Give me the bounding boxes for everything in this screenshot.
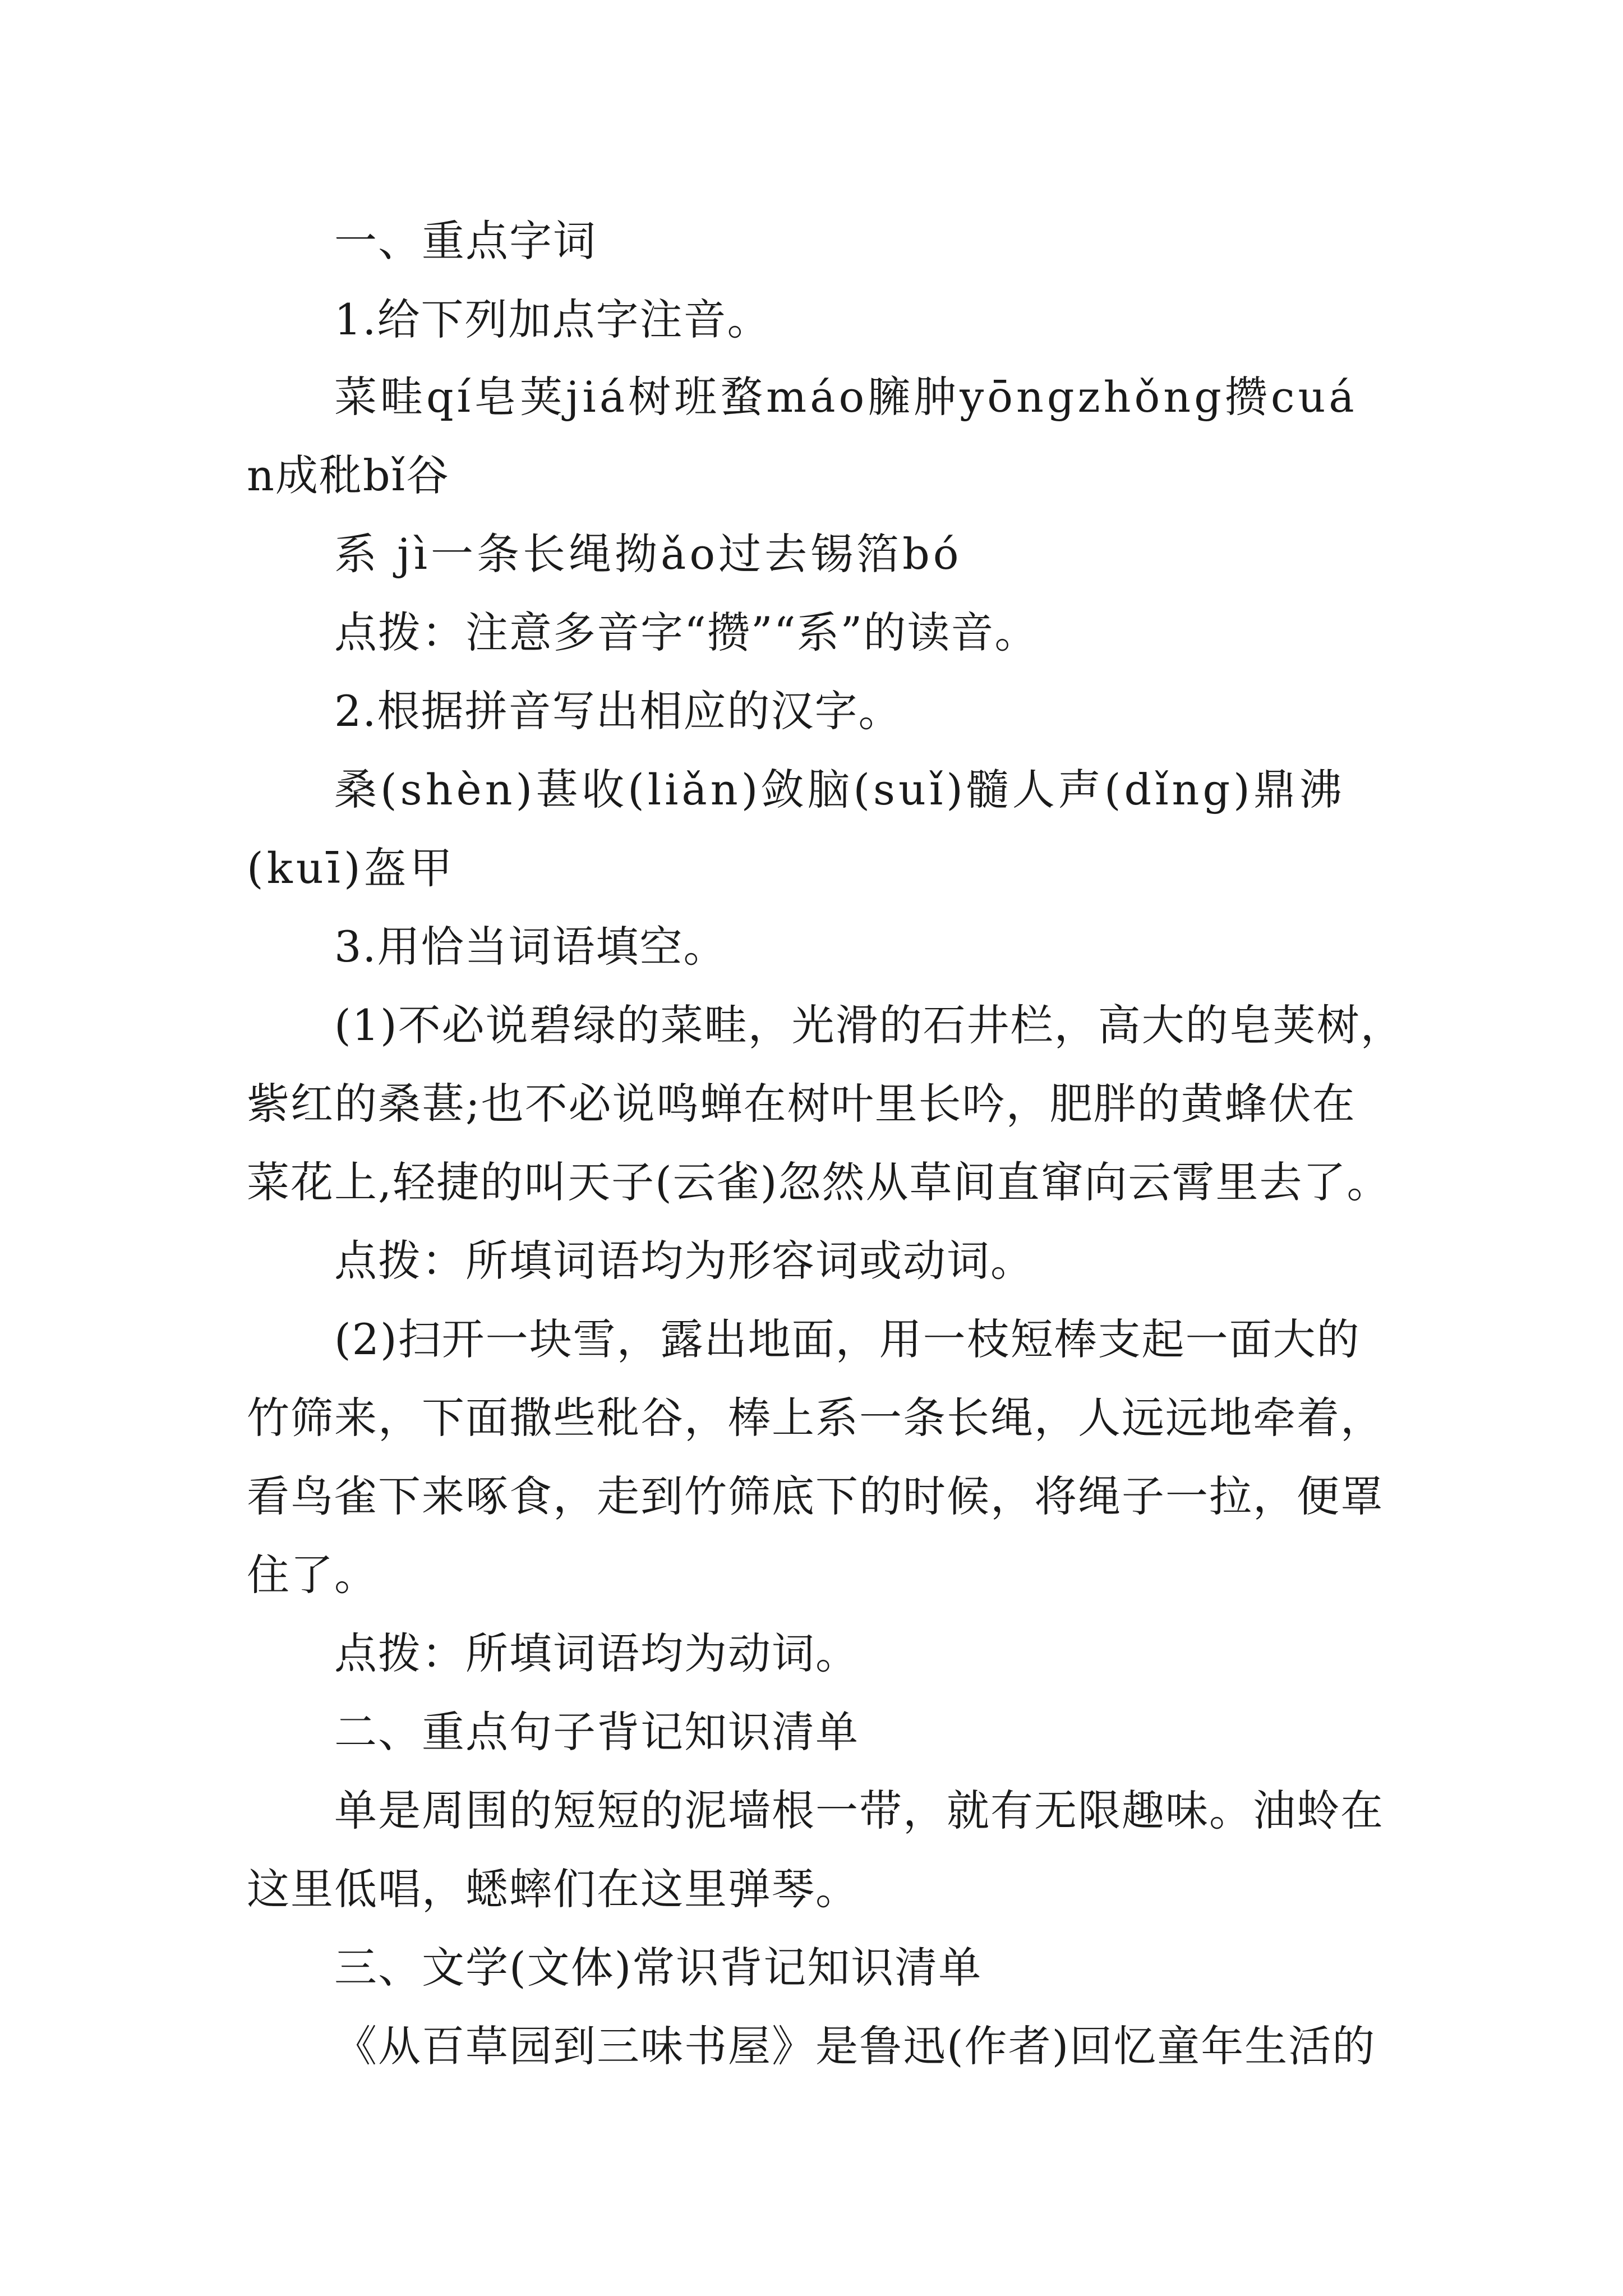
section-heading: 三、文学(文体)常识背记知识清单 (334, 1943, 983, 1993)
paragraph-line: n成秕bǐ谷 (247, 450, 450, 500)
paragraph-line: 《从百草园到三味书屋》是鲁迅(作者)回忆童年生活的 (334, 2021, 1376, 2071)
question-heading: 2.根据拼音写出相应的汉字。 (334, 686, 902, 736)
paragraph-line: 看鸟雀下来啄食，走到竹筛底下的时候，将绳子一拉，便罩 (247, 1471, 1384, 1521)
paragraph-line: 单是周围的短短的泥墙根一带，就有无限趣味。油蛉在 (334, 1786, 1384, 1835)
paragraph-line: 竹筛来，下面撒些秕谷，棒上系一条长绳，人远远地牵着， (247, 1393, 1384, 1443)
paragraph-line: 系 jì一条长绳拗ǎo过去锡箔bó (334, 529, 962, 579)
paragraph-line: 菜畦qí皂荚jiá树班蝥máo臃肿yōngzhǒng攒cuá (334, 372, 1358, 422)
hint-line: 点拨：注意多音字“攒”“系”的读音。 (334, 608, 1039, 657)
hint-line: 点拨：所填词语均为形容词或动词。 (334, 1236, 1034, 1286)
hint-line: 点拨：所填词语均为动词。 (334, 1628, 859, 1678)
paragraph-line: 住了。 (247, 1550, 378, 1600)
paragraph-line: (1)不必说碧绿的菜畦，光滑的石井栏，高大的皂荚树， (334, 1000, 1404, 1050)
paragraph-line: (2)扫开一块雪，露出地面，用一枝短棒支起一面大的 (334, 1314, 1361, 1364)
paragraph-line: (kuī)盔甲 (247, 843, 456, 893)
section-heading: 一、重点字词 (334, 216, 597, 266)
question-heading: 3.用恰当词语填空。 (334, 922, 727, 972)
question-heading: 1.给下列加点字注音。 (334, 295, 771, 344)
paragraph-line: 桑(shèn)葚收(liǎn)敛脑(suǐ)髓人声(dǐng)鼎沸 (334, 765, 1345, 815)
paragraph-line: 紫红的桑葚;也不必说鸣蝉在树叶里长吟，肥胖的黄蜂伏在 (247, 1079, 1356, 1129)
section-heading: 二、重点句子背记知识清单 (334, 1707, 859, 1757)
paragraph-line: 这里低唱，蟋蟀们在这里弹琴。 (247, 1864, 859, 1914)
paragraph-line: 菜花上,轻捷的叫天子(云雀)忽然从草间直窜向云霄里去了。 (247, 1157, 1391, 1207)
